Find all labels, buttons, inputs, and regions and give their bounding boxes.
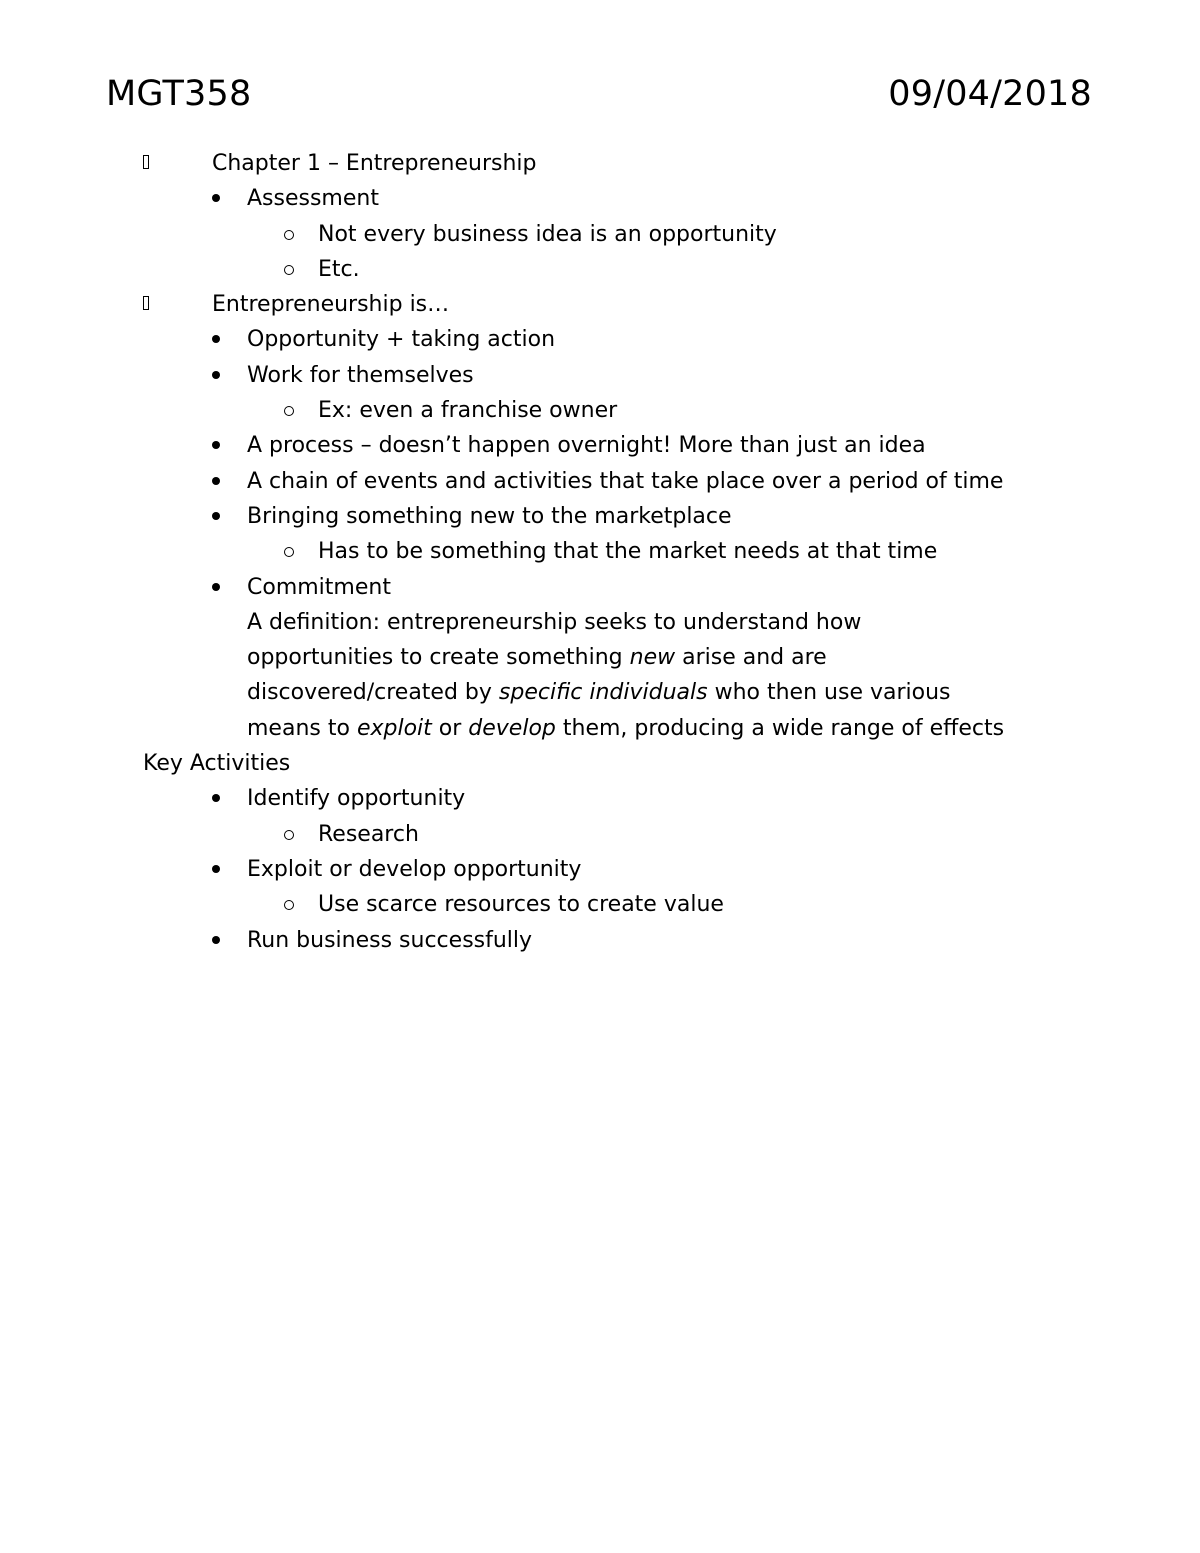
list-item (0, 570, 1200, 605)
list-item-label: A process – doesn’t happen overnight! More than just an idea (247, 433, 926, 459)
definition-text: them, producing a wide range of effects (555, 715, 1005, 741)
note-date: 09/04/2018 (888, 74, 1092, 114)
bullet-circle-icon (284, 265, 294, 275)
sub-list-item (0, 534, 1200, 569)
definition-text: or (431, 715, 469, 741)
box-bullet-icon (143, 155, 149, 169)
definition-paragraph (0, 605, 1200, 746)
bullet-dot-icon (212, 441, 220, 449)
section-title: Key Activities (143, 751, 291, 777)
definition-text: who then use various (707, 680, 951, 706)
list-item (0, 322, 1200, 357)
definition-text: means to (247, 715, 357, 741)
sub-list-item (0, 887, 1200, 922)
definition-line (247, 640, 1200, 675)
bullet-dot-icon (212, 512, 220, 520)
box-bullet-icon (143, 296, 149, 310)
list-item (0, 464, 1200, 499)
section-heading (0, 146, 1200, 181)
list-item-label: Identify opportunity (247, 786, 466, 812)
sub-list-item (0, 393, 1200, 428)
bullet-dot-icon (212, 335, 220, 343)
definition-text: arise and are (675, 645, 827, 671)
section-title: Chapter 1 – Entrepreneurship (212, 151, 537, 176)
list-item-label: Assessment (247, 186, 379, 212)
section-heading (0, 746, 1200, 781)
sub-list-item-label: Research (318, 821, 419, 847)
bullet-dot-icon (212, 865, 220, 873)
section-heading (0, 287, 1200, 322)
bullet-circle-icon (284, 830, 294, 840)
list-item (0, 499, 1200, 534)
bullet-dot-icon (212, 371, 220, 379)
list-item-label: Run business successfully (247, 927, 533, 953)
definition-emphasis: specific individuals (498, 680, 708, 706)
list-item-label: A chain of events and activities that take place over a period of time (247, 468, 1004, 494)
list-item (0, 358, 1200, 393)
bullet-circle-icon (284, 547, 294, 557)
list-item-label: Commitment (247, 574, 391, 600)
sub-list-item-label: Ex: even a franchise owner (318, 398, 618, 424)
list-item (0, 428, 1200, 463)
bullet-dot-icon (212, 194, 220, 202)
definition-line (247, 605, 1200, 640)
list-item-label: Bringing something new to the marketplace (247, 503, 732, 529)
course-code: MGT358 (106, 74, 252, 114)
bullet-circle-icon (284, 406, 294, 416)
bullet-dot-icon (212, 583, 220, 591)
definition-emphasis: develop (468, 715, 556, 741)
definition-emphasis: exploit (356, 715, 432, 741)
sub-list-item-label: Etc. (318, 256, 360, 282)
list-item-label: Opportunity + taking action (247, 327, 556, 353)
sub-list-item-label: Use scarce resources to create value (318, 892, 724, 918)
sub-list-item-label: Has to be something that the market needs at that time (318, 539, 938, 565)
notes-body (0, 146, 1200, 958)
list-item (0, 923, 1200, 958)
sub-list-item (0, 252, 1200, 287)
bullet-circle-icon (284, 230, 294, 240)
list-item (0, 852, 1200, 887)
sub-list-item (0, 217, 1200, 252)
bullet-dot-icon (212, 477, 220, 485)
definition-line (247, 711, 1200, 746)
definition-line (247, 675, 1200, 710)
list-item-label: Work for themselves (247, 362, 474, 388)
section-title: Entrepreneurship is… (212, 292, 450, 318)
bullet-circle-icon (284, 900, 294, 910)
list-item (0, 181, 1200, 216)
definition-text: opportunities to create something (247, 645, 630, 671)
list-item (0, 781, 1200, 816)
definition-emphasis: new (629, 645, 676, 671)
definition-text: A definition: entrepreneurship seeks to understand how (247, 609, 862, 635)
bullet-dot-icon (212, 936, 220, 944)
sub-list-item-label: Not every business idea is an opportunity (318, 221, 777, 247)
definition-text: discovered/created by (247, 680, 499, 706)
sub-list-item (0, 817, 1200, 852)
list-item-label: Exploit or develop opportunity (247, 856, 582, 882)
bullet-dot-icon (212, 794, 220, 802)
